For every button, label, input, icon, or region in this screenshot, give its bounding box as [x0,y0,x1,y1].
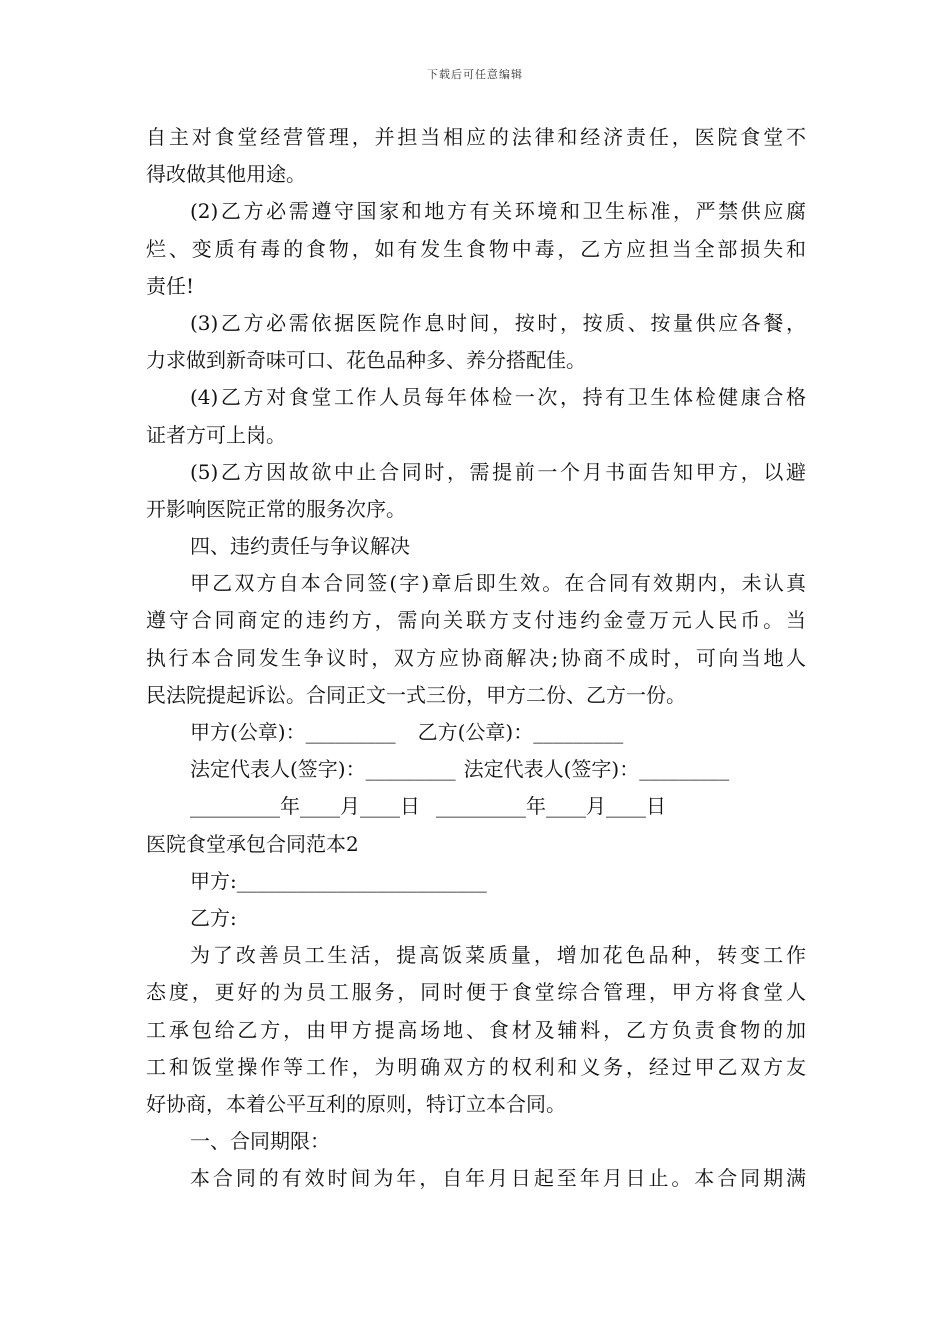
section-heading-breach: 四、违约责任与争议解决 [190,534,410,559]
party-a-date-field: _________年____月____日 [190,794,420,819]
clause-2-line: (2)乙方必需遵守国家和地方有关环境和卫生标准，严禁供应腐 [190,199,806,224]
paragraph-line: 责任! [146,273,195,298]
paragraph-line: 态度，更好的为员工服务，同时便于食堂综合管理，甲方将食堂人 [146,980,806,1005]
paragraph-line: 得改做其他用途。 [146,162,306,187]
page-header: 下载后可任意编辑 [427,68,523,81]
party-b-seal-field: 乙方(公章)：_________ [417,720,624,744]
seal-row [146,714,806,751]
paragraph-line: 开影响医院正常的服务次序。 [146,496,406,521]
section-heading-term: 一、合同期限： [190,1129,330,1154]
party-a-representative-field: 法定代表人(签字)：_________ [190,757,456,782]
paragraph-line: 工承包给乙方，由甲方提高场地、食材及辅料，乙方负责食物的加 [146,1017,806,1042]
paragraph-line: 力求做到新奇味可口、花色品种多、养分搭配佳。 [146,348,586,373]
party-a-line: 甲方:_________________________ [190,868,487,893]
paragraph-line: 工和饭堂操作等工作，为明确双方的权利和义务，经过甲乙双方友 [146,1054,806,1079]
party-b-representative-field: 法定代表人(签字)：_________ [463,757,730,782]
paragraph-line: 为了改善员工生活，提高饭菜质量，增加花色品种，转变工作 [190,943,806,968]
representative-row [146,751,806,788]
paragraph-line: 证者方可上岗。 [146,422,286,447]
party-a-seal-field: 甲方(公章)：_________ [190,720,396,744]
section-title: 医院食堂承包合同范本2 [146,831,359,856]
paragraph-line: 遵守合同商定的违约方，需向关联方支付违约金壹万元人民币。当 [146,608,806,633]
document-body [146,119,806,1197]
paragraph-line: 自主对食堂经营管理，并担当相应的法律和经济责任，医院食堂不 [146,125,806,149]
clause-3-line: (3)乙方必需依据医院作息时间，按时，按质、按量供应各餐， [190,310,806,335]
paragraph-line: 甲乙双方自本合同签(字)章后即生效。在合同有效期内，未认真 [190,571,806,596]
clause-5-line: (5)乙方因故欲中止合同时，需提前一个月书面告知甲方，以避 [190,459,806,484]
paragraph-line: 好协商，本着公平互利的原则，特订立本合同。 [146,1091,566,1116]
paragraph-line: 烂、变质有毒的食物，如有发生食物中毒，乙方应担当全部损失和 [146,236,806,261]
party-b-date-field: _________年____月____日 [436,794,666,819]
paragraph-line: 民法院提起诉讼。合同正文一式三份，甲方二份、乙方一份。 [146,682,686,707]
paragraph-line: 本合同的有效时间为年，自年月日起至年月日止。本合同期满 [190,1166,806,1191]
date-row [146,788,806,825]
paragraph-line: 执行本合同发生争议时，双方应协商解决;协商不成时，可向当地人 [146,645,806,670]
clause-4-line: (4)乙方对食堂工作人员每年体检一次，持有卫生体检健康合格 [190,385,806,410]
party-b-line: 乙方: [190,905,237,930]
